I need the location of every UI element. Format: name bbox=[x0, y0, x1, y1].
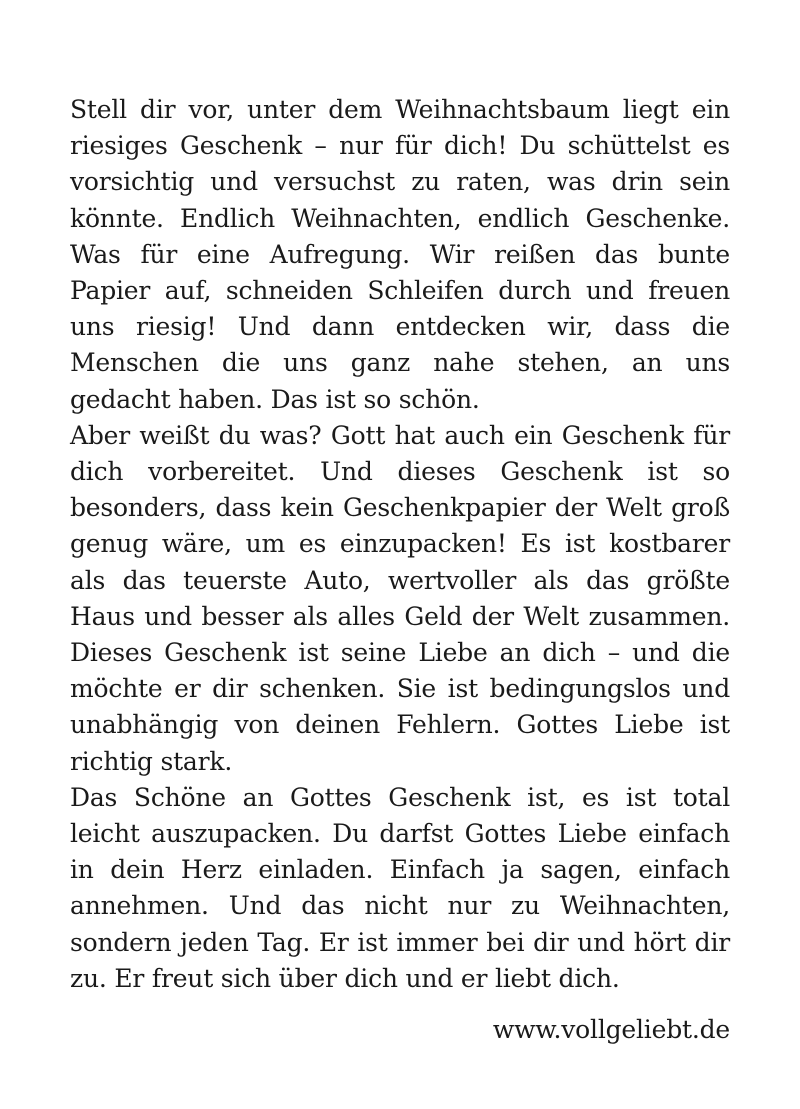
paragraph-gods-gift: Aber weißt du was? Gott hat auch ein Geschenk für dich vorbereitet. Und dieses Geschenk ist so besonders, dass kein Geschenkpapier der Welt groß genug wäre, um es einzupacken! Es ist kostbarer als das teuerste Auto, wertvoller als das größte Haus und besser als alles Geld der Welt zusammen. Dieses Geschenk ist seine Liebe an dich – und die möchte er dir schenken. Sie ist bedingungslos und unabhängig von deinen Fehlern. Gottes Liebe ist richtig stark. bbox=[70, 420, 730, 776]
website-url: www.vollgeliebt.de bbox=[492, 1015, 730, 1044]
paragraph-gift-under-tree: Stell dir vor, unter dem Weihnachtsbaum liegt ein riesiges Geschenk – nur für dich! Du schüttelst es vorsichtig und versuchst zu raten, was drin sein könnte. Endlich Weihnachten, endlich Geschenke. Was für eine Aufregung. Wir reißen das bunte Papier auf, schneiden Schleifen durch und freuen uns riesig! Und dann entdecken wir, dass die Menschen die uns ganz nahe stehen, an uns gedacht haben. Das ist so schön. bbox=[70, 95, 730, 414]
document-body bbox=[70, 92, 730, 997]
paragraph-unwrapping-love: Das Schöne an Gottes Geschenk ist, es ist total leicht auszupacken. Du darfst Gottes Liebe einfach in dein Herz einladen. Einfach ja sagen, einfach annehmen. Und das nicht nur zu Weihnachten, sondern jeden Tag. Er ist immer bei dir und hört dir zu. Er freut sich über dich und er liebt dich. bbox=[70, 782, 730, 993]
